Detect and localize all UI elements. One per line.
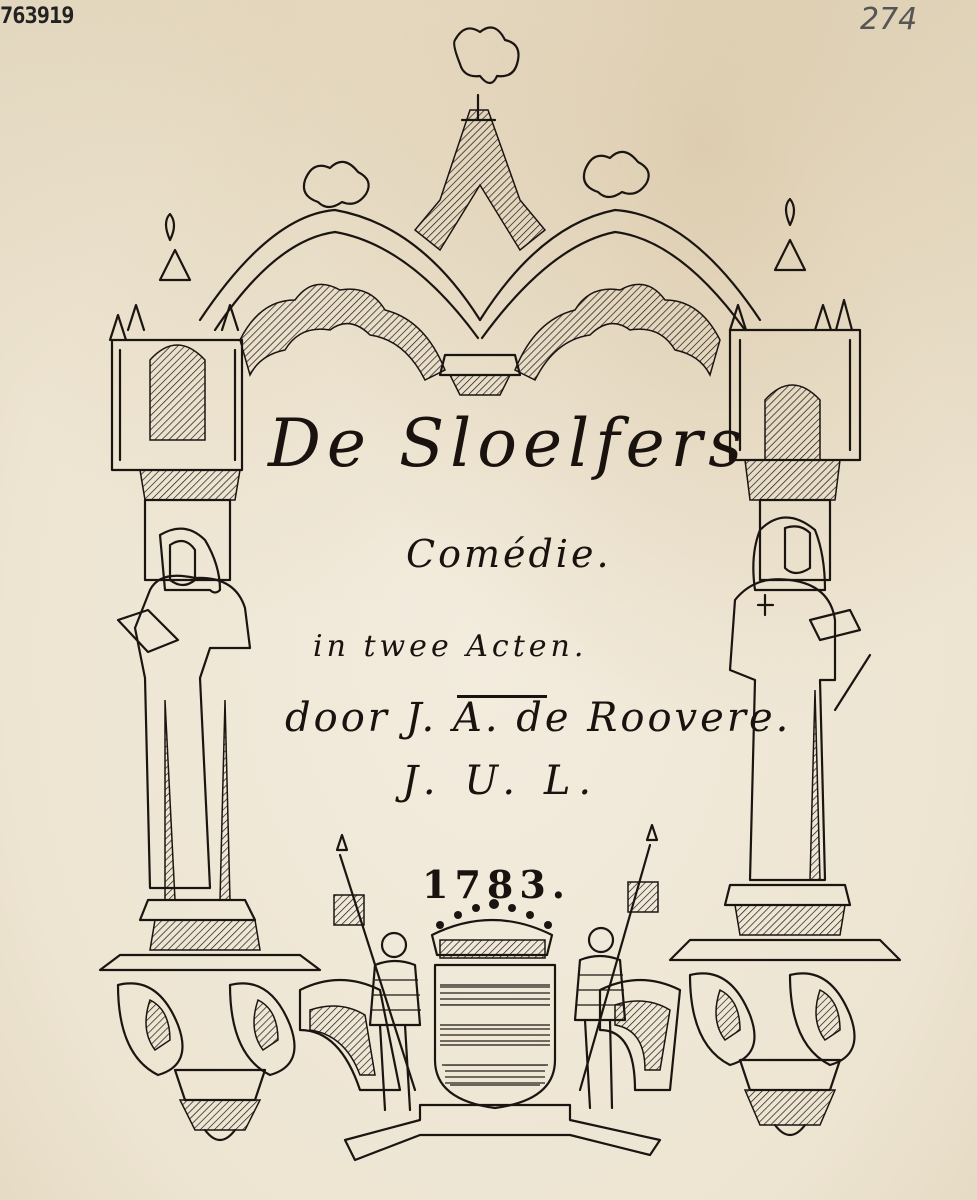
- left-monk-statue: [118, 529, 260, 950]
- left-corbel-base: [100, 955, 400, 1140]
- author-line: door J. A. de Roovere.: [285, 695, 792, 741]
- gothic-arch-canopy: [200, 28, 760, 396]
- genre-line: Comédie.: [406, 532, 612, 576]
- right-corbel-base: [600, 940, 900, 1135]
- folio-number: 274: [860, 2, 918, 37]
- catalog-number: 763919: [0, 4, 74, 29]
- left-pinnacle-column: [110, 214, 242, 580]
- right-pinnacle-column: [730, 199, 860, 580]
- left-supporter-figure: [334, 835, 421, 1110]
- subtitle-line: in twee Acten.: [313, 629, 588, 664]
- page-title: De Sloelfers: [268, 405, 749, 482]
- publication-year: 1783.: [422, 862, 571, 907]
- author-degree: J. U. L.: [402, 758, 600, 804]
